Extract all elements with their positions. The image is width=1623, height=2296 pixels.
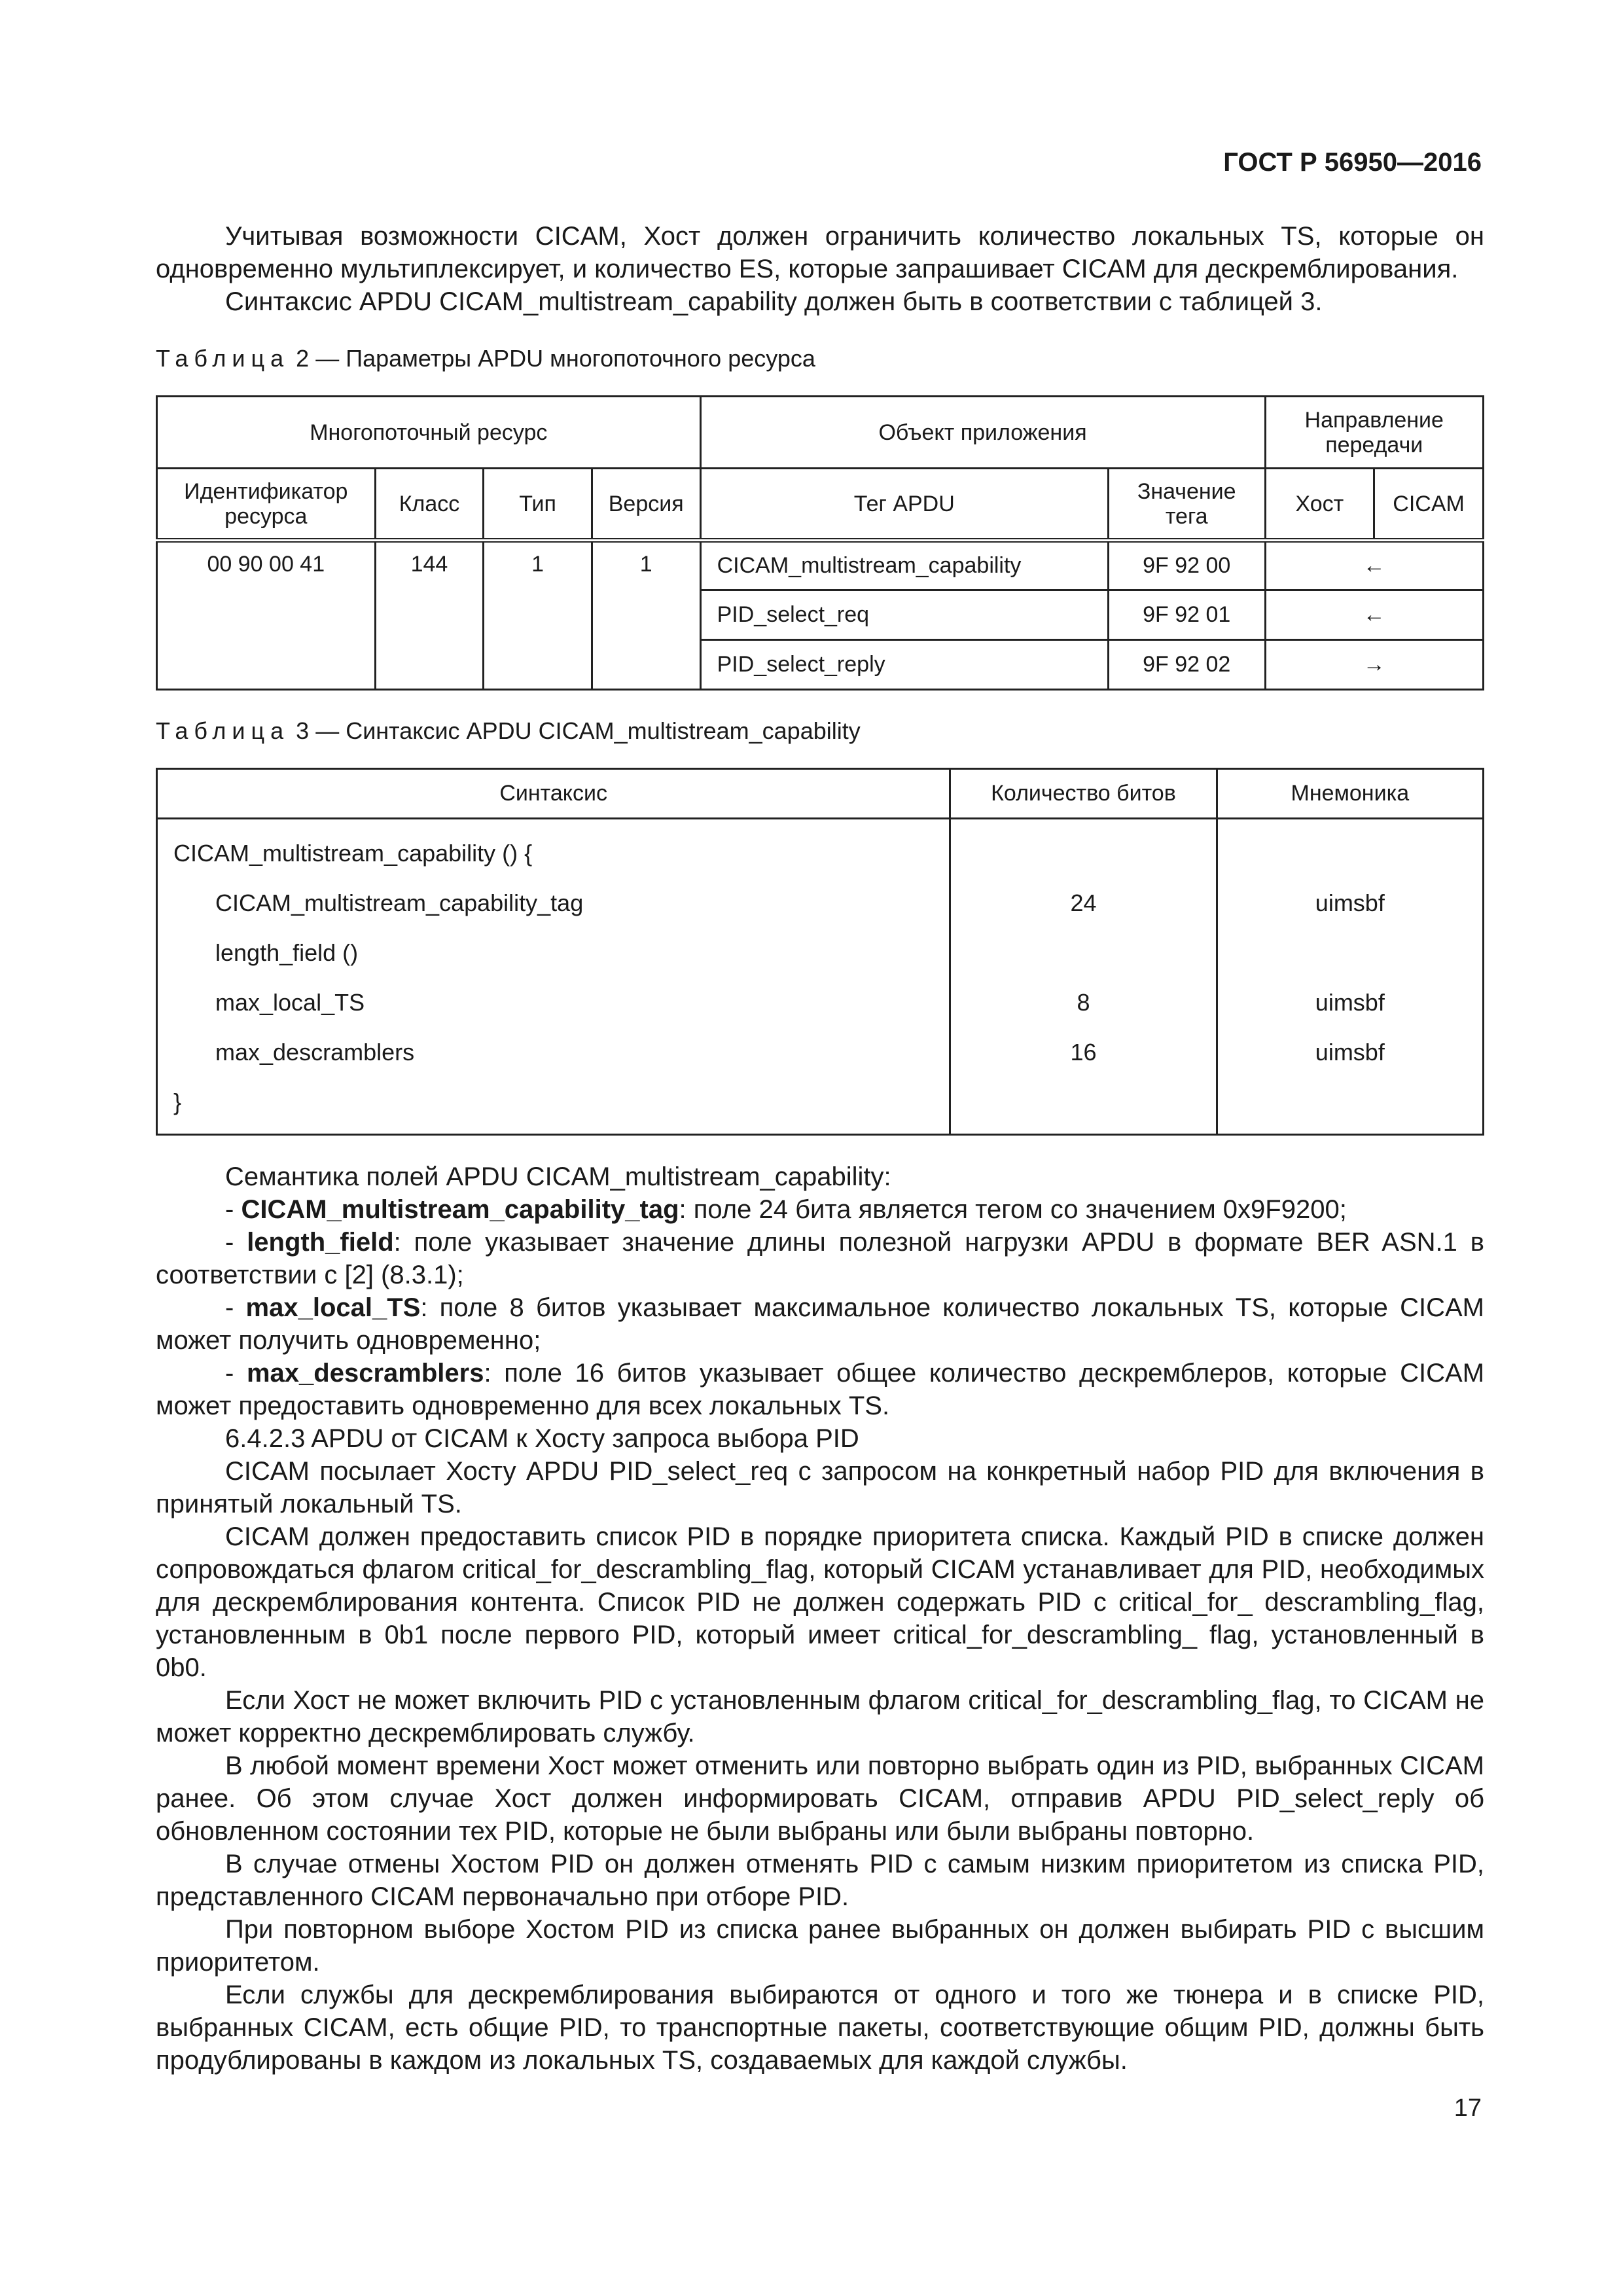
syntax-line: } <box>173 1088 182 1115</box>
syntax-line: CICAM_multistream_capability () { <box>173 840 533 867</box>
table2-caption-prefix: Таблица <box>156 345 290 372</box>
table2 <box>156 395 1484 691</box>
table2-col-header: Хост <box>1265 469 1374 541</box>
bits-value: 16 <box>1070 1039 1097 1066</box>
table2-col-header: Класс <box>375 469 484 541</box>
table3-caption-prefix: Таблица <box>156 717 290 744</box>
body-paragraph: В любой момент времени Хост может отменить или повторно выбрать один из PID, выбранных CICAM ранее. Об этом случае Хост должен информировать CICAM, отправив APDU PID_select_reply об обновленном состоянии тех PID, которые не были выбраны или были выбраны повторно. <box>156 1751 1484 1846</box>
bits-value <box>967 1077 1200 1127</box>
body-paragraph: В случае отмены Хостом PID он должен отменять PID с самым низким приоритетом из списка PID, представленного CICAM первоначально при отборе PID. <box>156 1850 1484 1911</box>
table2-caption-text: 2 — Параметры APDU многопоточного ресурса <box>296 345 815 372</box>
syntax-column <box>157 819 950 1135</box>
body-paragraph: При повторном выборе Хостом PID из списка ранее выбранных он должен выбирать PID с высшим приоритетом. <box>156 1915 1484 1977</box>
table3-col-header: Количество битов <box>950 769 1217 819</box>
semantics-dash: - <box>225 1293 246 1322</box>
bits-value <box>967 829 1200 878</box>
mnemonic-value: uimsbf <box>1315 1039 1385 1066</box>
field-name: CICAM_multistream_capability_tag <box>241 1195 679 1224</box>
syntax-line: CICAM_multistream_capability_tag <box>215 889 584 916</box>
intro-paragraph-2: Синтаксис APDU CICAM_multistream_capability должен быть в соответствии с таблицей 3. <box>225 287 1323 316</box>
semantics-dash: - <box>225 1195 241 1224</box>
resource-version-cell: 1 <box>592 541 700 690</box>
table2-col-header: Версия <box>592 469 700 541</box>
field-name: max_local_TS <box>245 1293 421 1322</box>
direction-arrow: ← <box>1265 590 1484 640</box>
intro-paragraph-1: Учитывая возможности CICAM, Хост должен ограничить количество локальных TS, которые он одновременно мультиплексирует, и количество ES, которые запрашивает CICAM для дескремблирования. <box>156 222 1484 283</box>
table2-col-header: Тег APDU <box>700 469 1108 541</box>
semantics-item <box>156 1291 1484 1357</box>
bits-value: 8 <box>1077 989 1090 1016</box>
bits-column <box>950 819 1217 1135</box>
apdu-tag-cell: PID_select_reply <box>700 640 1108 690</box>
mnemonic-value <box>1234 1077 1467 1127</box>
tag-value-cell: 9F 92 00 <box>1108 541 1265 590</box>
mnemonic-column <box>1217 819 1483 1135</box>
semantics-dash: - <box>225 1359 247 1388</box>
body-paragraph: CICAM должен предоставить список PID в порядке приоритета списка. Каждый PID в списке должен сопровождаться флагом critical_for_descrambling_flag, который CICAM устанавливает для PID, необходимых для дескремблирования контента. Список PID не должен содержать PID с critical_for_ descrambling_flag, установленным в 0b1 после первого PID, который имеет critical_for_descrambling_ flag, установленный в 0b0. <box>156 1522 1484 1682</box>
table2-group-header: Многопоточный ресурс <box>157 397 701 469</box>
apdu-tag-cell: CICAM_multistream_capability <box>700 541 1108 590</box>
table2-caption <box>156 344 1484 373</box>
document-number: ГОСТ Р 56950—2016 <box>1223 148 1482 177</box>
table2-col-header: Тип <box>484 469 592 541</box>
direction-arrow: ← <box>1265 541 1484 590</box>
table3-col-header: Синтаксис <box>157 769 950 819</box>
field-description: : поле указывает значение длины полезной нагрузки APDU в формате BER ASN.1 в соответствии с [2] (8.3.1); <box>156 1228 1484 1289</box>
page-number: 17 <box>1454 2094 1482 2122</box>
page-content <box>156 220 1484 2077</box>
mnemonic-value <box>1234 928 1467 978</box>
semantics-item <box>156 1357 1484 1422</box>
table2-group-header: Направление передачи <box>1265 397 1484 469</box>
table3-col-header: Мнемоника <box>1217 769 1483 819</box>
section-heading: 6.4.2.3 APDU от CICAM к Хосту запроса выбора PID <box>225 1424 859 1453</box>
field-description: : поле 24 бита является тегом со значением 0x9F9200; <box>679 1195 1347 1224</box>
semantics-item <box>156 1226 1484 1291</box>
mnemonic-value <box>1234 829 1467 878</box>
semantics-dash: - <box>225 1228 247 1257</box>
table2-col-header: CICAM <box>1374 469 1484 541</box>
mnemonic-value: uimsbf <box>1315 889 1385 916</box>
table2-col-header: Значение тега <box>1108 469 1265 541</box>
table2-col-header: Идентификатор ресурса <box>157 469 376 541</box>
tag-value-cell: 9F 92 02 <box>1108 640 1265 690</box>
direction-arrow: → <box>1265 640 1484 690</box>
table2-group-header: Объект приложения <box>700 397 1265 469</box>
table3-caption <box>156 717 1484 745</box>
tag-value-cell: 9F 92 01 <box>1108 590 1265 640</box>
body-paragraph: Если Хост не может включить PID с установленным флагом critical_for_descrambling_flag, то CICAM не может корректно дескремблировать службу. <box>156 1686 1484 1748</box>
resource-id-cell: 00 90 00 41 <box>157 541 376 690</box>
field-description: : поле 16 битов указывает общее количество дескремблеров, которые CICAM может предоставить одновременно для всех локальных TS. <box>156 1359 1485 1420</box>
syntax-line: max_descramblers <box>215 1039 415 1066</box>
field-name: max_descramblers <box>246 1359 484 1388</box>
bits-value: 24 <box>1070 889 1097 916</box>
field-name: length_field <box>247 1228 394 1257</box>
body-paragraph: CICAM посылает Хосту APDU PID_select_req с запросом на конкретный набор PID для включения в принятый локальный TS. <box>156 1457 1484 1518</box>
bits-value <box>967 928 1200 978</box>
syntax-line: max_local_TS <box>215 989 365 1016</box>
apdu-tag-cell: PID_select_req <box>700 590 1108 640</box>
syntax-line: length_field () <box>215 939 359 966</box>
table3 <box>156 768 1484 1136</box>
body-paragraph: Если службы для дескремблирования выбираются от одного и того же тюнера и в списке PID, выбранных CICAM, есть общие PID, то транспортные пакеты, соответствующие общим PID, должны быть продублированы в каждом из локальных TS, создаваемых для каждой службы. <box>156 1981 1484 2075</box>
semantics-intro: Семантика полей APDU CICAM_multistream_capability: <box>225 1162 891 1191</box>
resource-type-cell: 1 <box>484 541 592 690</box>
mnemonic-value: uimsbf <box>1315 989 1385 1016</box>
field-description: : поле 8 битов указывает максимальное количество локальных TS, которые CICAM может получить одновременно; <box>156 1293 1485 1355</box>
semantics-item <box>156 1193 1484 1226</box>
resource-class-cell: 144 <box>375 541 484 690</box>
table3-caption-text: 3 — Синтаксис APDU CICAM_multistream_capability <box>296 717 861 744</box>
